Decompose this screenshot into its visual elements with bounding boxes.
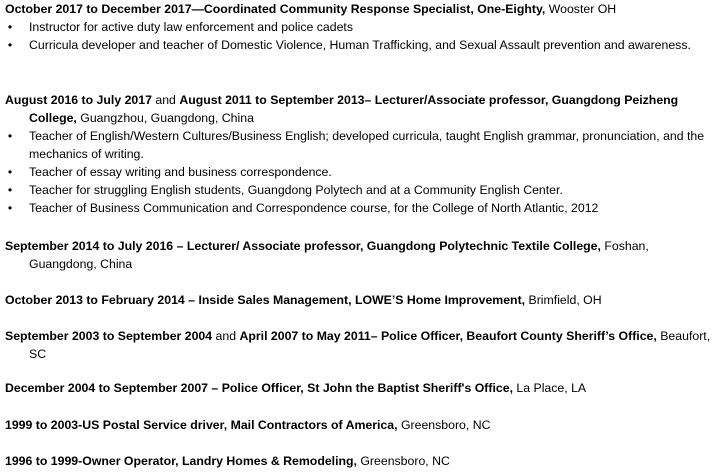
- entry-dates: December 2004 to September 2007: [5, 381, 209, 395]
- entry-title: Lecturer/Associate professor, Guangdong Peizheng College,: [29, 93, 679, 125]
- entry-dash: –: [208, 381, 222, 395]
- employment-entry: [5, 237, 713, 273]
- entry-dates: 1999 to 2003-: [5, 418, 83, 432]
- entry-location: Greensboro, NC: [356, 454, 450, 468]
- entry-dates: September 2014 to July 2016: [5, 239, 174, 253]
- entry-title: Inside Sales Management, LOWE’S Home Improvement,: [198, 293, 526, 307]
- entry-dates: October 2017 to December 2017: [5, 2, 192, 16]
- list-item-text: Teacher of English/Western Cultures/Business English; developed curricula, taught English grammar, pronunciation, and the mechanics of writing.: [29, 129, 705, 161]
- bullet-icon: •: [7, 183, 13, 197]
- list-item: [5, 199, 713, 217]
- entry-dates-second: April 2007 to May 2011: [239, 329, 371, 343]
- entry-title: Lecturer/ Associate professor, Guangdong Polytechnic Textile College,: [186, 239, 601, 253]
- entry-bullet-list: [5, 127, 713, 217]
- bullet-icon: •: [7, 201, 13, 215]
- entry-heading: [5, 416, 713, 434]
- list-item: [5, 181, 713, 199]
- bullet-icon: •: [7, 129, 13, 143]
- list-item-text: Teacher for struggling English students, Guangdong Polytech and at a Community English Center.: [29, 183, 563, 197]
- entry-dash: –: [173, 239, 187, 253]
- entry-heading: [5, 91, 713, 127]
- bullet-icon: •: [7, 165, 13, 179]
- entry-title: Owner Operator, Landry Homes & Remodeling,: [82, 454, 357, 468]
- entry-and: and: [212, 329, 240, 343]
- entry-heading: [5, 379, 713, 397]
- employment-entry: [5, 379, 713, 397]
- entry-heading: [5, 452, 713, 470]
- entry-dates: September 2003 to September 2004: [5, 329, 213, 343]
- entry-location: Brimfield, OH: [525, 293, 602, 307]
- entry-dash: –: [184, 293, 199, 307]
- employment-entry: [5, 0, 713, 54]
- list-item: [5, 18, 713, 36]
- entry-heading: [5, 237, 713, 273]
- entry-title: Coordinated Community Response Specialist, One-Eighty,: [203, 2, 546, 16]
- employment-entry: [5, 291, 713, 309]
- entry-dates: October 2013 to February 2014: [5, 293, 185, 307]
- entry-dates: August 2016 to July 2017: [5, 93, 152, 107]
- entry-title: Police Officer, Beaufort County Sheriff’s Office,: [380, 329, 657, 343]
- employment-entry: [5, 452, 713, 470]
- entry-dash: –: [364, 93, 375, 107]
- entry-location: Wooster OH: [545, 2, 617, 16]
- entry-dash: —: [191, 2, 204, 16]
- employment-entry: [5, 416, 713, 434]
- entry-heading: [5, 0, 713, 18]
- entry-location: Guangzhou, Guangdong, China: [76, 111, 254, 125]
- employment-entry: [5, 327, 713, 363]
- entry-and: and: [151, 93, 180, 107]
- entry-location: La Place, LA: [512, 381, 587, 395]
- entry-dash: –: [370, 329, 381, 343]
- entry-dates: 1996 to 1999-: [5, 454, 83, 468]
- entry-location: Foshan, Guangdong, China: [29, 239, 649, 271]
- list-item-text: Teacher of Business Communication and Correspondence course, for the College of North Atlantic, 2012: [29, 201, 599, 215]
- list-item: [5, 127, 713, 163]
- entry-title: US Postal Service driver, Mail Contractors of America,: [82, 418, 398, 432]
- entry-location: Beaufort, SC: [29, 329, 711, 361]
- list-item: [5, 36, 713, 54]
- employment-entry: [5, 91, 713, 217]
- list-item-text: Teacher of essay writing and business correspondence.: [29, 165, 332, 179]
- list-item-text: Curricula developer and teacher of Domestic Violence, Human Trafficking, and Sexual Assault prevention and awareness.: [29, 38, 691, 52]
- list-item-text: Instructor for active duty law enforcement and police cadets: [29, 20, 353, 34]
- entry-heading: [5, 291, 713, 309]
- entry-heading: [5, 327, 713, 363]
- entry-location: Greensboro, NC: [397, 418, 491, 432]
- bullet-icon: •: [7, 20, 13, 34]
- entry-title: Police Officer, St John the Baptist Sheriff's Office,: [221, 381, 513, 395]
- list-item: [5, 163, 713, 181]
- entry-bullet-list: [5, 18, 713, 54]
- bullet-icon: •: [7, 38, 13, 52]
- entry-dates-second: August 2011 to September 2013: [179, 93, 365, 107]
